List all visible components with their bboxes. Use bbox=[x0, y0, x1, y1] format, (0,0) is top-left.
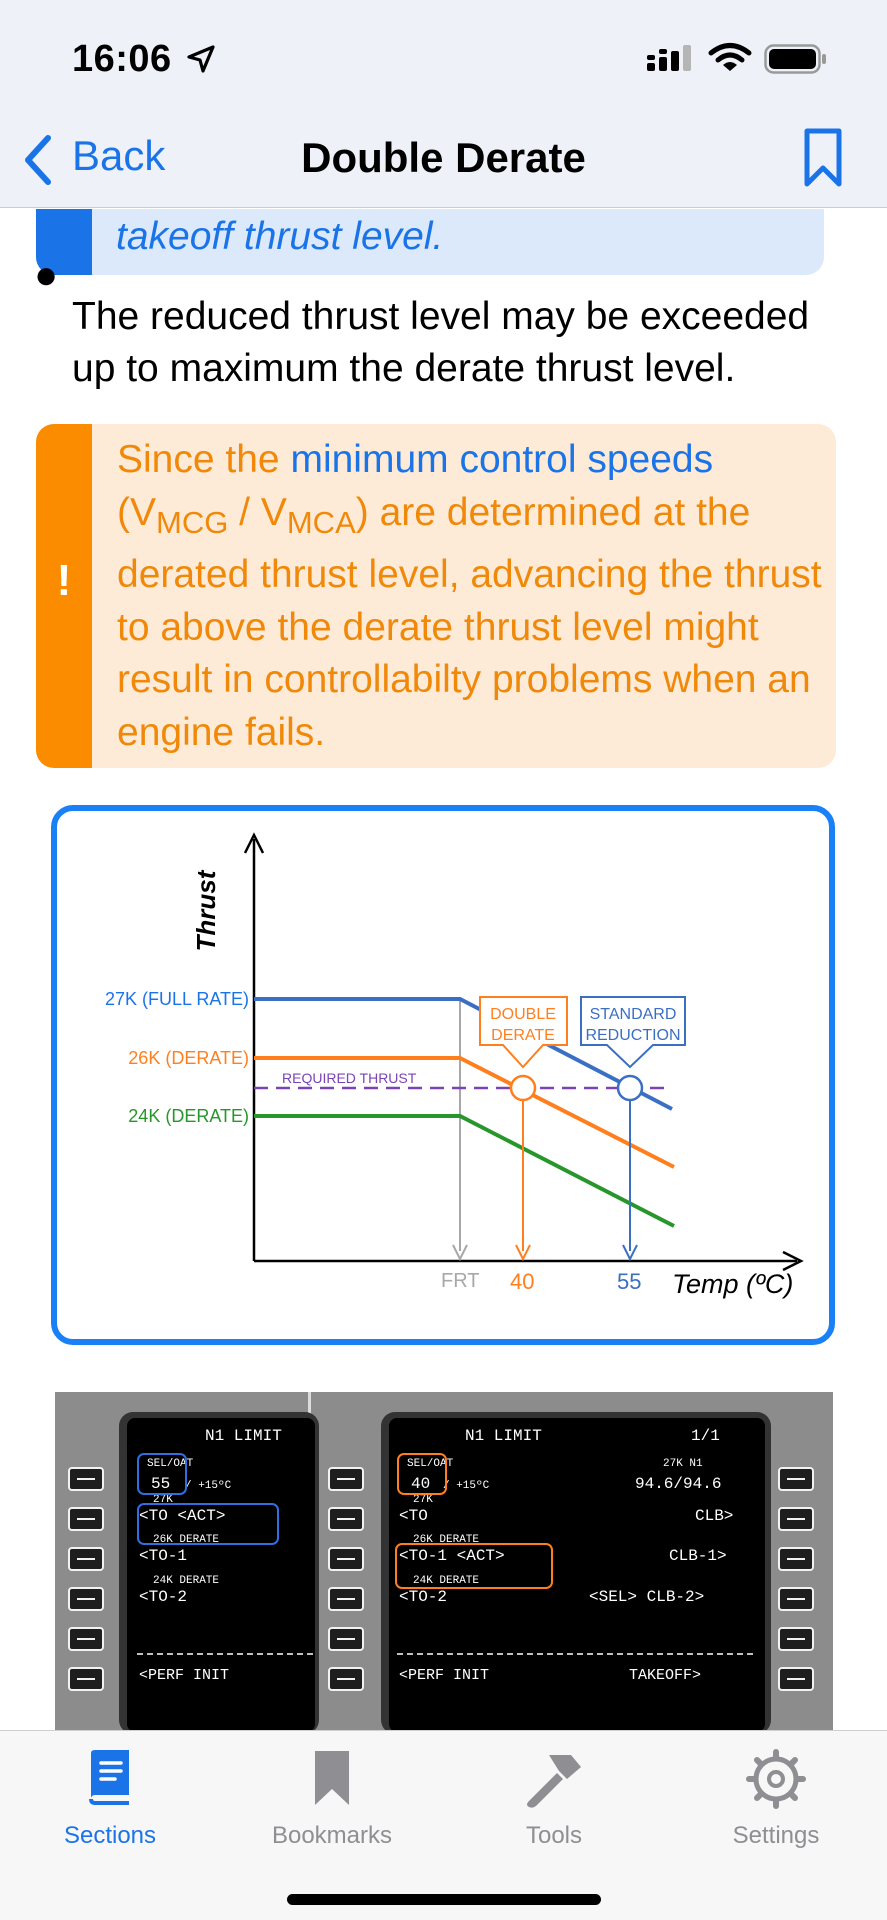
svg-text:40: 40 bbox=[411, 1475, 431, 1493]
warning-text: Since the minimum control speeds $(V_{MCG} / V_{MCA})$ are determined at the derated thrust level, advancing the thrust to above the derate thrust level might result in controllabilty problems when an engine fails. bbox=[117, 438, 822, 754]
svg-text:<TO-2: <TO-2 bbox=[399, 1588, 448, 1606]
book-icon bbox=[87, 1749, 133, 1809]
svg-text:55: 55 bbox=[151, 1475, 171, 1493]
svg-text:94.6/94.6: 94.6/94.6 bbox=[635, 1475, 722, 1493]
derate-24k-label: 24K (DERATE) bbox=[128, 1106, 249, 1126]
bullet-text: The reduced thrust level may be exceeded up to maximum the derate thrust level. bbox=[72, 295, 810, 390]
double-derate-point bbox=[511, 1076, 535, 1100]
status-time: 16:06 bbox=[72, 38, 172, 80]
required-thrust-label: REQUIRED THRUST bbox=[282, 1070, 417, 1086]
tab-bar bbox=[0, 1730, 887, 1920]
full-rate-label: 27K (FULL RATE) bbox=[104, 989, 249, 1009]
svg-text:CLB>: CLB> bbox=[695, 1507, 734, 1525]
svg-text:27K: 27K bbox=[153, 1494, 173, 1506]
bookmark-icon bbox=[312, 1749, 352, 1809]
location-arrow-icon bbox=[186, 44, 216, 74]
svg-text:<TO-1: <TO-1 bbox=[139, 1547, 188, 1565]
tab-tools[interactable]: Tools bbox=[454, 1749, 654, 1850]
cellular-signal-icon bbox=[646, 44, 696, 74]
thrust-derate-diagram bbox=[51, 805, 835, 1345]
battery-icon bbox=[764, 44, 828, 74]
svg-text:/ +15ºC: / +15ºC bbox=[185, 1480, 232, 1492]
svg-text:<TO <ACT>: <TO <ACT> bbox=[139, 1507, 226, 1525]
fmc-n1-limit-illustration bbox=[55, 1392, 833, 1730]
exclamation-icon: ! bbox=[56, 556, 72, 605]
info-note-text: takeoff thrust level. bbox=[116, 215, 444, 258]
derate-24k-line bbox=[254, 1116, 674, 1226]
frt-tick: FRT bbox=[441, 1270, 480, 1292]
bookmark-icon[interactable] bbox=[803, 128, 843, 188]
derate-26k-label: 26K (DERATE) bbox=[128, 1048, 249, 1068]
hammer-icon bbox=[519, 1749, 589, 1809]
status-bar bbox=[0, 0, 887, 110]
svg-text:/ +15ºC: / +15ºC bbox=[443, 1480, 490, 1492]
page-title: Double Derate bbox=[301, 134, 586, 181]
tab-settings[interactable]: Settings bbox=[676, 1749, 876, 1850]
svg-text:TAKEOFF>: TAKEOFF> bbox=[629, 1667, 702, 1684]
svg-text:N1 LIMIT: N1 LIMIT bbox=[205, 1427, 282, 1445]
tab-bookmarks[interactable]: Bookmarks bbox=[232, 1749, 432, 1850]
svg-text:DERATE: DERATE bbox=[491, 1027, 555, 1044]
gear-icon bbox=[745, 1749, 807, 1809]
svg-text:<TO-2: <TO-2 bbox=[139, 1588, 188, 1606]
standard-reduction-point bbox=[618, 1076, 642, 1100]
tab-sections[interactable]: Sections bbox=[10, 1749, 210, 1850]
tick-55: 55 bbox=[617, 1269, 642, 1294]
tick-40: 40 bbox=[510, 1269, 535, 1294]
svg-text:27K: 27K bbox=[413, 1494, 433, 1506]
svg-text:1/1: 1/1 bbox=[691, 1427, 720, 1445]
warning-note bbox=[36, 424, 836, 768]
back-button[interactable]: Back bbox=[72, 132, 166, 179]
section-content bbox=[0, 209, 887, 1730]
svg-text:N1 LIMIT: N1 LIMIT bbox=[465, 1427, 542, 1445]
navigation-bar bbox=[0, 110, 887, 208]
svg-text:27K N1: 27K N1 bbox=[663, 1458, 703, 1470]
svg-text:SEL/OAT: SEL/OAT bbox=[147, 1458, 194, 1470]
bullet-dot: ● bbox=[34, 253, 59, 297]
svg-text:<PERF INIT: <PERF INIT bbox=[399, 1667, 490, 1684]
svg-text:<TO: <TO bbox=[399, 1507, 428, 1525]
info-note bbox=[36, 209, 824, 275]
svg-text:REDUCTION: REDUCTION bbox=[585, 1027, 681, 1044]
minimum-control-speeds-link[interactable]: minimum control speeds bbox=[290, 438, 714, 481]
svg-text:DOUBLE: DOUBLE bbox=[490, 1006, 556, 1023]
wifi-icon bbox=[708, 42, 752, 74]
home-indicator[interactable] bbox=[287, 1894, 601, 1905]
svg-text:STANDARD: STANDARD bbox=[589, 1006, 677, 1023]
svg-text:<SEL> CLB-2>: <SEL> CLB-2> bbox=[589, 1588, 705, 1606]
x-axis-label: Temp (ºC) bbox=[672, 1269, 794, 1299]
svg-text:CLB-1>: CLB-1> bbox=[669, 1547, 727, 1565]
svg-text:26K DERATE: 26K DERATE bbox=[153, 1534, 220, 1546]
svg-text:24K DERATE: 24K DERATE bbox=[413, 1575, 480, 1587]
svg-text:26K DERATE: 26K DERATE bbox=[413, 1534, 480, 1546]
svg-text:SEL/OAT: SEL/OAT bbox=[407, 1458, 454, 1470]
svg-text:<PERF INIT: <PERF INIT bbox=[139, 1667, 230, 1684]
svg-text:<TO-1 <ACT>: <TO-1 <ACT> bbox=[399, 1547, 505, 1565]
svg-text:24K DERATE: 24K DERATE bbox=[153, 1575, 220, 1587]
y-axis-label: Thrust bbox=[191, 870, 221, 952]
